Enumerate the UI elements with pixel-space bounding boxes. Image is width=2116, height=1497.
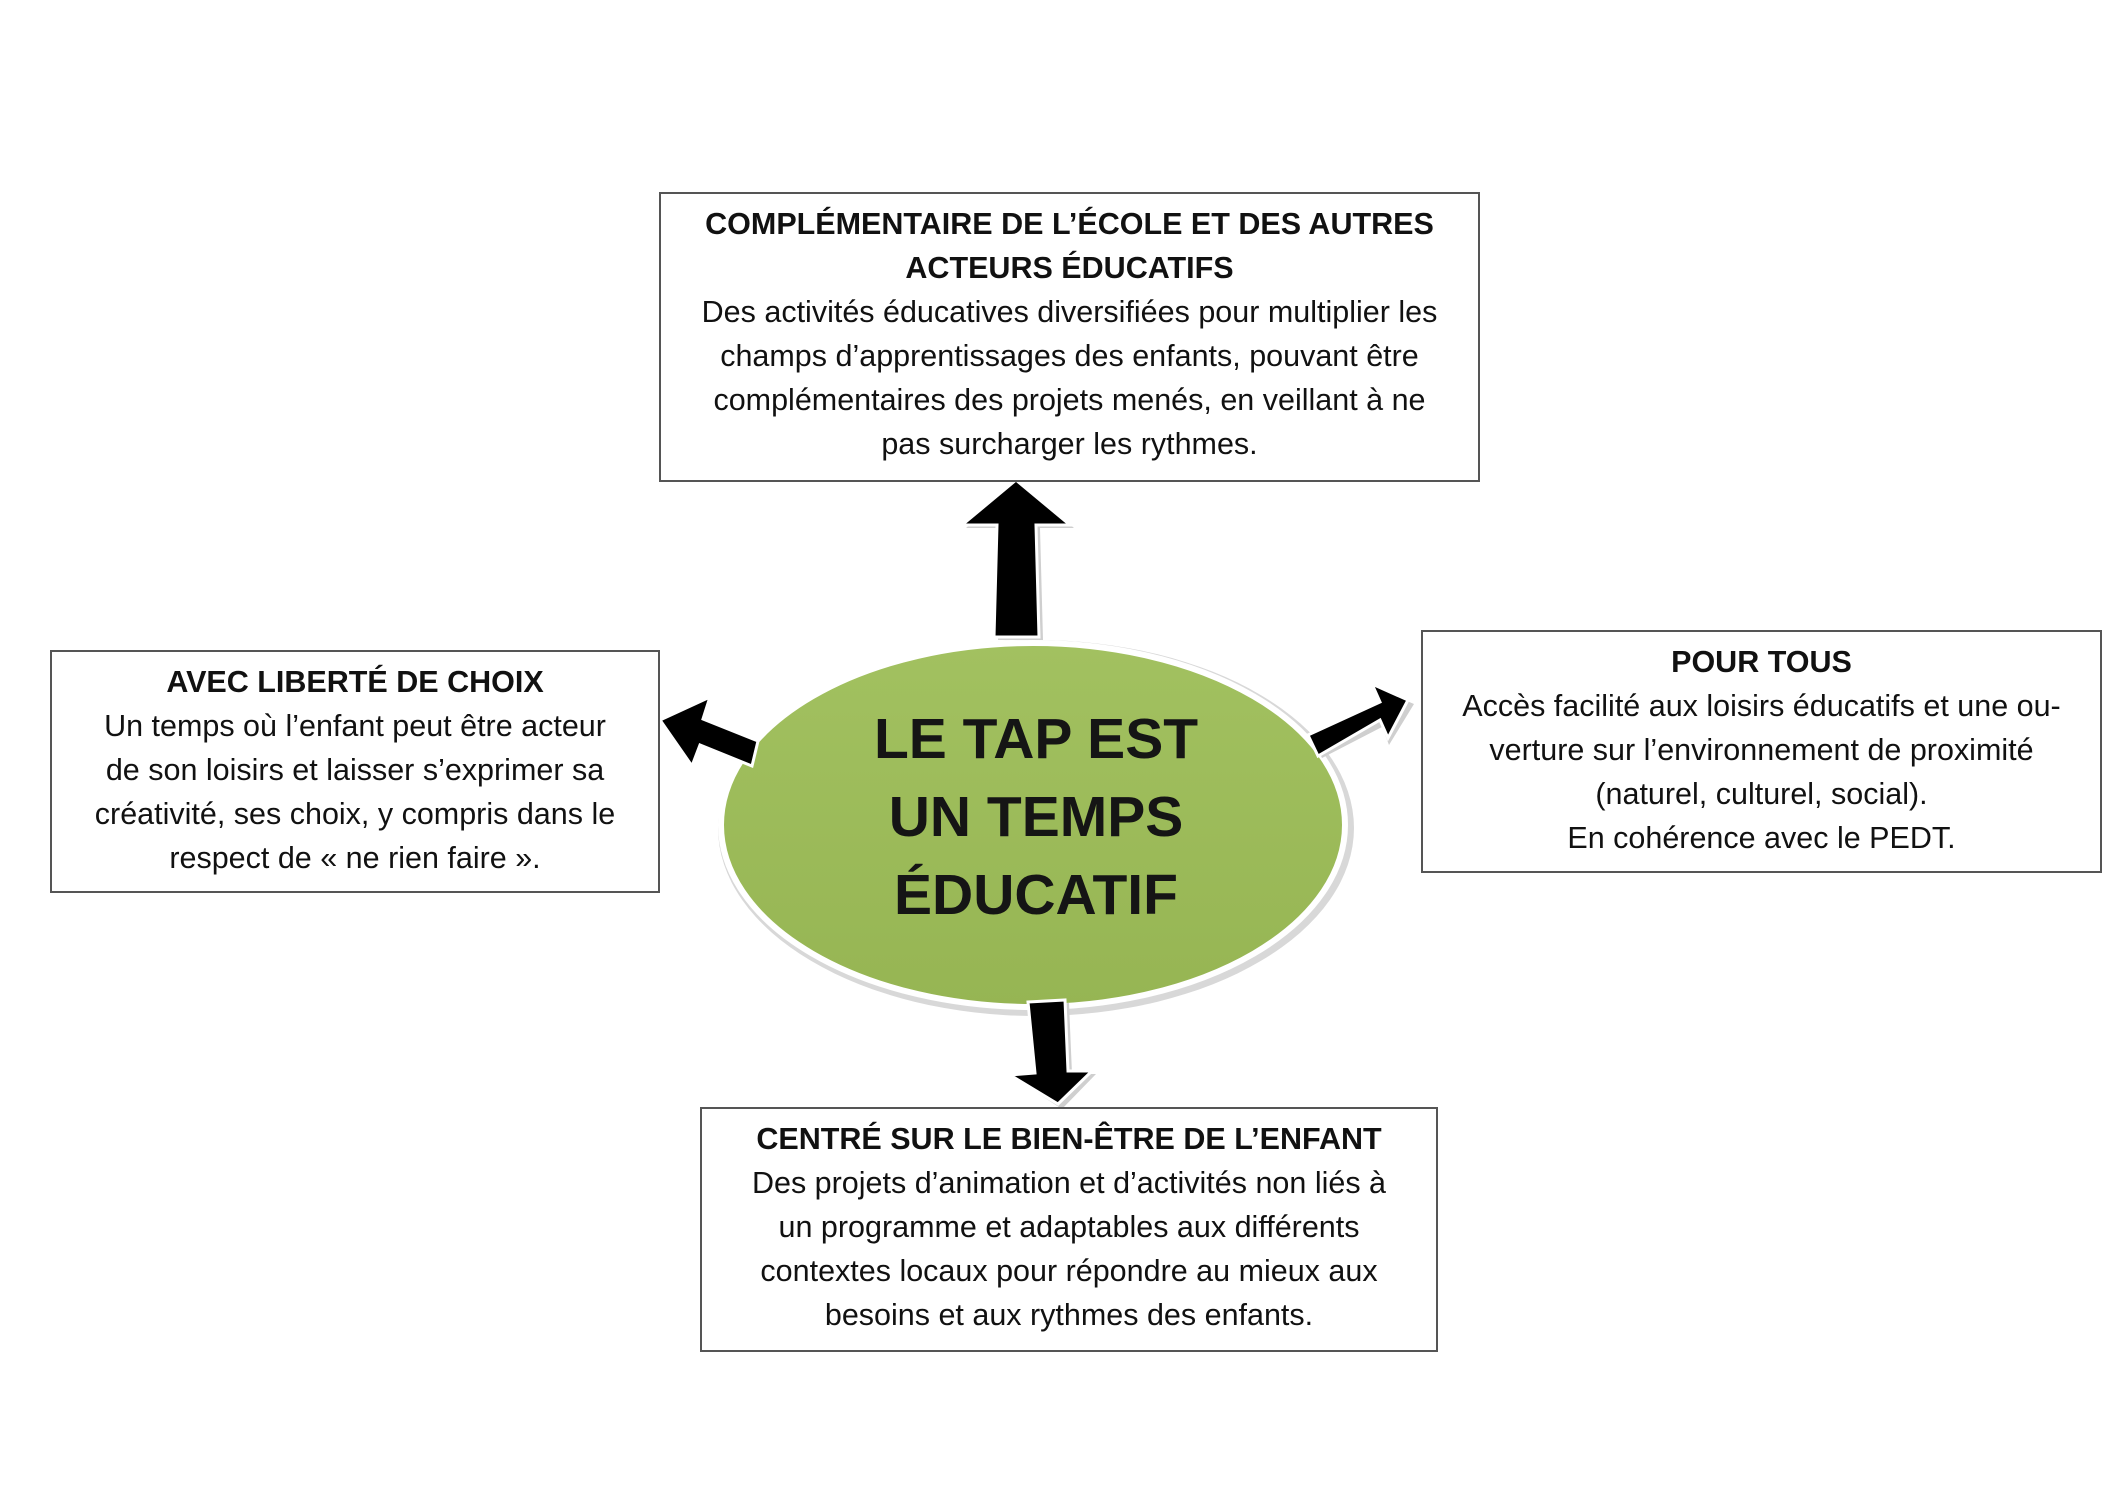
- box-bien-etre: [700, 1107, 1438, 1352]
- box-right-body-2: verture sur l’environnement de proximité: [1489, 733, 2034, 767]
- box-left-body-1: Un temps où l’enfant peut être acteur: [104, 709, 606, 743]
- box-top-title-2: ACTEURS ÉDUCATIFS: [905, 251, 1234, 285]
- box-bottom-title: CENTRÉ SUR LE BIEN-ÊTRE DE L’ENFANT: [756, 1122, 1382, 1156]
- center-label: [722, 700, 1350, 934]
- box-pour-tous: [1421, 630, 2102, 873]
- box-left-body-2: de son loisirs et laisser s’exprimer sa: [105, 753, 605, 787]
- box-top-body-4: pas surcharger les rythmes.: [881, 427, 1258, 461]
- arrow-up-icon: [962, 480, 1074, 640]
- box-top-body-1: Des activités éducatives diversifiées pour multiplier les: [701, 295, 1438, 329]
- arrow-down-icon: [1010, 1000, 1096, 1109]
- box-left-title: AVEC LIBERTÉ DE CHOIX: [166, 665, 544, 699]
- box-right-body-4: En cohérence avec le PEDT.: [1567, 821, 1956, 855]
- box-left-body-4: respect de « ne rien faire ».: [169, 841, 541, 875]
- box-left-body-3: créativité, ses choix, y compris dans le: [94, 797, 616, 831]
- box-top-body-3: complémentaires des projets menés, en veillant à ne: [713, 383, 1426, 417]
- box-bottom-body-3: contextes locaux pour répondre au mieux aux: [760, 1254, 1378, 1288]
- box-right-title: POUR TOUS: [1671, 645, 1852, 679]
- box-complementaire: [659, 192, 1480, 482]
- box-bottom-body-2: un programme et adaptables aux différents: [778, 1210, 1360, 1244]
- box-bottom-body-1: Des projets d’animation et d’activités non liés à: [751, 1166, 1387, 1200]
- center-line-1: LE TAP EST: [873, 707, 1199, 771]
- box-top-body-2: champs d’apprentissages des enfants, pouvant être: [720, 339, 1419, 373]
- center-line-2: UN TEMPS: [888, 785, 1184, 849]
- box-liberte-choix: [50, 650, 660, 893]
- center-line-3: ÉDUCATIF: [894, 863, 1178, 927]
- box-right-body-1: Accès facilité aux loisirs éducatifs et une ou-: [1462, 689, 2061, 723]
- box-right-body-3: (naturel, culturel, social).: [1595, 777, 1928, 811]
- box-top-title-1: COMPLÉMENTAIRE DE L’ÉCOLE ET DES AUTRES: [705, 207, 1434, 241]
- box-bottom-body-4: besoins et aux rythmes des enfants.: [824, 1298, 1314, 1332]
